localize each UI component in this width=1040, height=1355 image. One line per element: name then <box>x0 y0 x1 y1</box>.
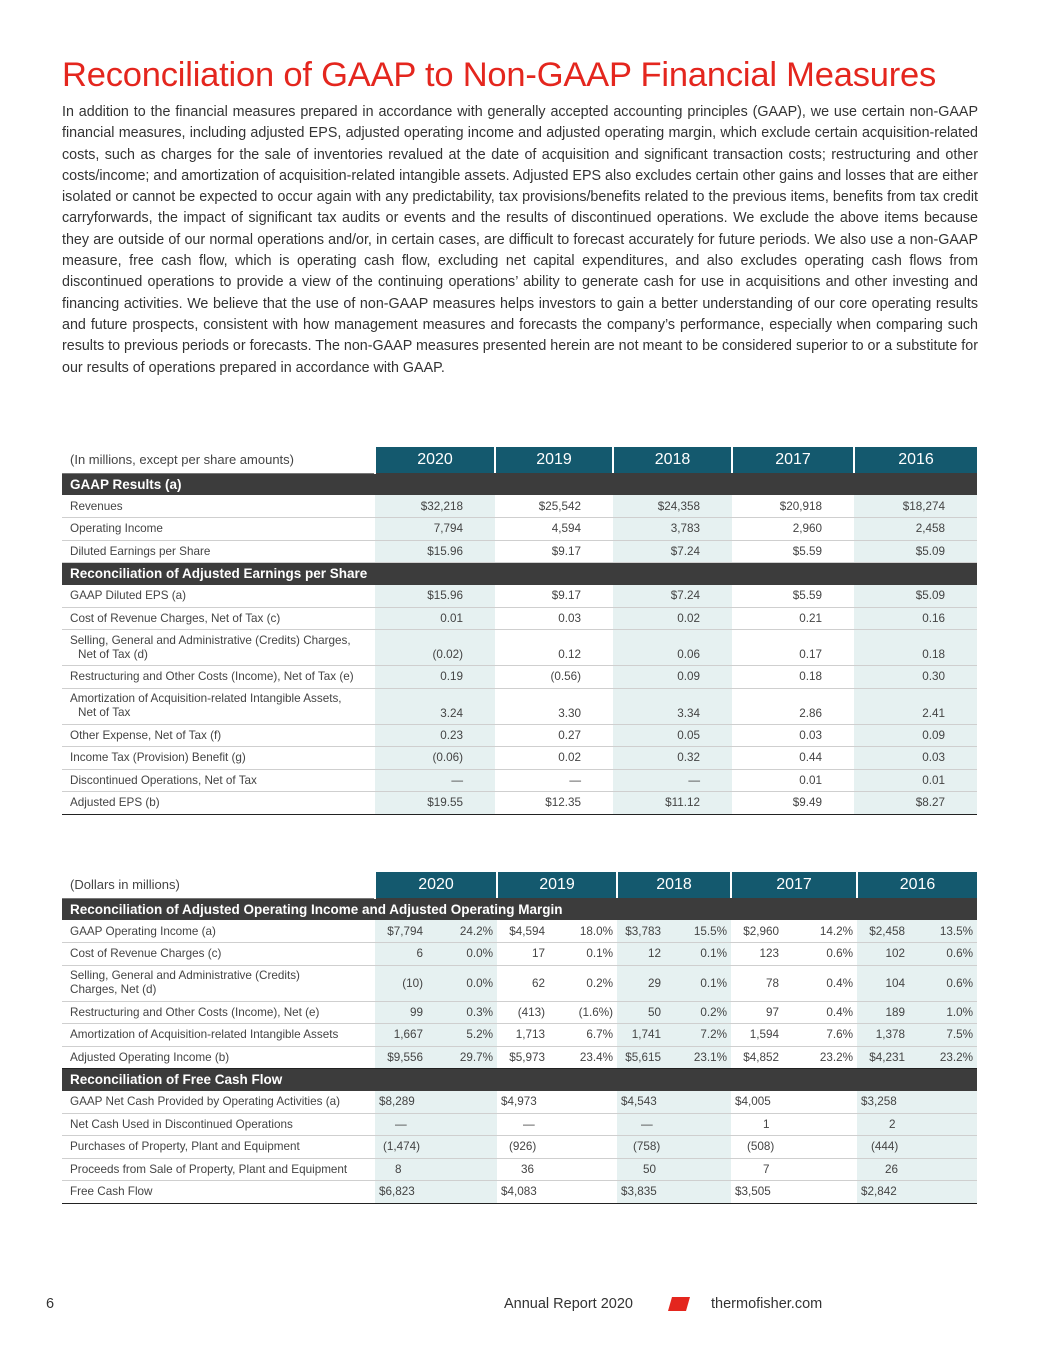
cell-value: 7,794 <box>375 518 495 541</box>
cell-value: 0.0% <box>427 965 497 1001</box>
table-row <box>62 943 977 966</box>
cell-value: $20,918 <box>732 495 854 518</box>
cell-value: $7.24 <box>613 585 732 608</box>
table-row <box>62 747 977 770</box>
cell-value: — <box>375 769 495 792</box>
cell-value: 0.1% <box>665 943 731 966</box>
cell-value: — <box>617 1113 731 1136</box>
table-row <box>62 540 977 563</box>
cell-value: 2,458 <box>854 518 977 541</box>
cell-value: $7,794 <box>375 920 427 943</box>
year-header: 2017 <box>731 872 857 898</box>
row-label: Operating Income <box>62 518 375 541</box>
row-label: GAAP Operating Income (a) <box>62 920 375 943</box>
row-label-line1: Selling, General and Administrative (Credits) Charges, <box>70 633 351 647</box>
cell-value: 0.32 <box>613 747 732 770</box>
row-label: Restructuring and Other Costs (Income), Net (e) <box>62 1001 375 1024</box>
cell-value: 62 <box>497 965 549 1001</box>
table-row <box>62 1091 977 1114</box>
row-label-line1: Selling, General and Administrative (Credits) <box>70 969 300 982</box>
cell-value: 7.2% <box>665 1024 731 1047</box>
row-label-line1: Amortization of Acquisition-related Intangible Assets, <box>70 692 342 705</box>
row-label: Diluted Earnings per Share <box>62 540 375 563</box>
cell-value: 23.1% <box>665 1046 731 1069</box>
cell-value: 0.12 <box>495 630 613 666</box>
year-header: 2020 <box>375 872 497 898</box>
cell-value: $25,542 <box>495 495 613 518</box>
cell-value: $3,783 <box>617 920 665 943</box>
table-row <box>62 965 977 1001</box>
row-label: Adjusted Operating Income (b) <box>62 1046 375 1069</box>
cell-value: $15.96 <box>375 585 495 608</box>
cell-value: (508) <box>731 1136 857 1159</box>
year-header: 2017 <box>732 447 854 473</box>
cell-value: 104 <box>857 965 909 1001</box>
cell-value: 0.02 <box>495 747 613 770</box>
cell-value: 0.18 <box>732 666 854 689</box>
operating-income-table <box>62 872 977 1204</box>
cell-value: 0.6% <box>783 943 857 966</box>
cell-value: 0.2% <box>665 1001 731 1024</box>
cell-value: 36 <box>497 1158 617 1181</box>
cell-value: 17 <box>497 943 549 966</box>
cell-value: 1,594 <box>731 1024 783 1047</box>
cell-value: 0.03 <box>854 747 977 770</box>
page-title: Reconciliation of GAAP to Non-GAAP Financial Measures <box>62 56 937 94</box>
cell-value: 0.4% <box>783 1001 857 1024</box>
cell-value: $4,231 <box>857 1046 909 1069</box>
row-label <box>62 630 375 666</box>
table-row <box>62 518 977 541</box>
cell-value: 97 <box>731 1001 783 1024</box>
section-header-eps: Reconciliation of Adjusted Earnings per Share <box>62 563 977 585</box>
cell-value: 0.19 <box>375 666 495 689</box>
row-label: Other Expense, Net of Tax (f) <box>62 724 375 747</box>
cell-value: 50 <box>617 1158 731 1181</box>
cell-value: (0.56) <box>495 666 613 689</box>
row-label <box>62 965 375 1001</box>
cell-value: 1.0% <box>909 1001 977 1024</box>
table-row-total <box>62 1181 977 1204</box>
cell-value: 4,594 <box>495 518 613 541</box>
row-label-line2: Net of Tax <box>78 706 131 719</box>
cell-value: 7.5% <box>909 1024 977 1047</box>
cell-value: 2.86 <box>732 688 854 724</box>
row-label-line2: Charges, Net (d) <box>70 983 157 996</box>
cell-value: 23.4% <box>549 1046 617 1069</box>
cell-value: $6,823 <box>375 1181 497 1204</box>
cell-value: 0.18 <box>854 630 977 666</box>
cell-value: 189 <box>857 1001 909 1024</box>
row-label: Income Tax (Provision) Benefit (g) <box>62 747 375 770</box>
cell-value: 1 <box>731 1113 857 1136</box>
cell-value: 0.6% <box>909 943 977 966</box>
cell-value: 123 <box>731 943 783 966</box>
year-header: 2019 <box>495 447 613 473</box>
cell-value: $4,852 <box>731 1046 783 1069</box>
table-row <box>62 1001 977 1024</box>
table-row <box>62 666 977 689</box>
section-header-gaap: GAAP Results (a) <box>62 473 977 495</box>
table-row <box>62 688 977 724</box>
row-label: Free Cash Flow <box>62 1181 375 1204</box>
cell-value: 0.09 <box>613 666 732 689</box>
cell-value: (1.6%) <box>549 1001 617 1024</box>
table-row-total <box>62 1046 977 1069</box>
row-label: Purchases of Property, Plant and Equipment <box>62 1136 375 1159</box>
eps-table <box>62 447 977 815</box>
cell-value: 12 <box>617 943 665 966</box>
cell-value: 2,960 <box>732 518 854 541</box>
row-label: GAAP Diluted EPS (a) <box>62 585 375 608</box>
cell-value: (926) <box>497 1136 617 1159</box>
cell-value: (0.06) <box>375 747 495 770</box>
page-number: 6 <box>46 1296 55 1312</box>
cell-value: (10) <box>375 965 427 1001</box>
table-row <box>62 585 977 608</box>
cell-value: $2,458 <box>857 920 909 943</box>
cell-value: 0.3% <box>427 1001 497 1024</box>
cell-value: (413) <box>497 1001 549 1024</box>
section-header-fcf: Reconciliation of Free Cash Flow <box>62 1069 977 1091</box>
cell-value: 2 <box>857 1113 977 1136</box>
year-header: 2018 <box>617 872 731 898</box>
cell-value: 8 <box>375 1158 497 1181</box>
cell-value: $9.17 <box>495 540 613 563</box>
cell-value: 0.03 <box>495 607 613 630</box>
cell-value: $4,083 <box>497 1181 617 1204</box>
cell-value: 3.24 <box>375 688 495 724</box>
row-label: Net Cash Used in Discontinued Operations <box>62 1113 375 1136</box>
table-row <box>62 1024 977 1047</box>
cell-value: 0.17 <box>732 630 854 666</box>
cell-value: $5,973 <box>497 1046 549 1069</box>
cell-value: $5.59 <box>732 540 854 563</box>
cell-value: 0.06 <box>613 630 732 666</box>
row-label-line2: Net of Tax (d) <box>78 647 148 661</box>
cell-value: $18,274 <box>854 495 977 518</box>
cell-value: 50 <box>617 1001 665 1024</box>
cell-value: 3.34 <box>613 688 732 724</box>
row-label: GAAP Net Cash Provided by Operating Activities (a) <box>62 1091 375 1114</box>
thermofisher-logo-mark-icon <box>668 1297 690 1311</box>
cell-value: 0.30 <box>854 666 977 689</box>
cell-value: $3,505 <box>731 1181 857 1204</box>
table-row <box>62 920 977 943</box>
website-link[interactable]: thermofisher.com <box>711 1296 823 1312</box>
table-caption: (Dollars in millions) <box>62 872 375 898</box>
row-label: Amortization of Acquisition-related Intangible Assets <box>62 1024 375 1047</box>
intro-paragraph: In addition to the financial measures prepared in accordance with generally accepted accounting principles (GAAP), we use certain non-GAAP financial measures, including adjusted EPS, adjusted operating income and adjusted operating margin, which exclude certain acquisition-related costs, such as charges for the sale of inventories revalued at the date of acquisition and significant transaction costs; restructuring and other costs/income; and amortization of acquisition-related intangible assets. Adjusted EPS also excludes certain other gains and losses that are either isolated or cannot be expected to occur again with any predictability, tax provisions/benefits related to the previous items, benefits from tax credit carryforwards, the impact of significant tax audits or events and the results of discontinued operations. We exclude the above items because they are outside of our normal operations and/or, in certain cases, are difficult to forecast accurately for future periods. We also use a non-GAAP measure, free cash flow, which is operating cash flow, excluding net capital expenditures, and also excludes operating cash flows from discontinued operations to provide a view of the continuing operations’ ability to generate cash for use in acquisitions and other investing and financing activities. We believe that the use of non-GAAP measures helps investors to gain a better understanding of our core operating results and future prospects, consistent with how management measures and forecasts the company’s performance, especially when comparing such results to previous periods or forecasts. The non-GAAP measures presented herein are not meant to be considered superior to or a substitute for our results of operations prepared in accordance with GAAP. <box>62 104 978 376</box>
cell-value: $9.17 <box>495 585 613 608</box>
table-row <box>62 724 977 747</box>
cell-value: 0.21 <box>732 607 854 630</box>
row-label: Discontinued Operations, Net of Tax <box>62 769 375 792</box>
cell-value: $11.12 <box>613 792 732 815</box>
cell-value: $9,556 <box>375 1046 427 1069</box>
cell-value: (0.02) <box>375 630 495 666</box>
table-row <box>62 769 977 792</box>
cell-value: 24.2% <box>427 920 497 943</box>
cell-value: (444) <box>857 1136 977 1159</box>
cell-value: 7.6% <box>783 1024 857 1047</box>
cell-value: 15.5% <box>665 920 731 943</box>
cell-value: $5.09 <box>854 540 977 563</box>
cell-value: 0.2% <box>549 965 617 1001</box>
cell-value: (1,474) <box>375 1136 497 1159</box>
cell-value: $9.49 <box>732 792 854 815</box>
cell-value: $2,842 <box>857 1181 977 1204</box>
year-header: 2016 <box>857 872 977 898</box>
cell-value: 18.0% <box>549 920 617 943</box>
cell-value: $3,835 <box>617 1181 731 1204</box>
cell-value: 0.1% <box>665 965 731 1001</box>
table-row-total <box>62 792 977 815</box>
row-label: Revenues <box>62 495 375 518</box>
cell-value: 23.2% <box>909 1046 977 1069</box>
cell-value: 7 <box>731 1158 857 1181</box>
year-header: 2020 <box>375 447 495 473</box>
cell-value: $19.55 <box>375 792 495 815</box>
cell-value: $8,289 <box>375 1091 497 1114</box>
year-header: 2019 <box>497 872 617 898</box>
cell-value: — <box>497 1113 617 1136</box>
cell-value: 14.2% <box>783 920 857 943</box>
row-label: Proceeds from Sale of Property, Plant and Equipment <box>62 1158 375 1181</box>
cell-value: 0.01 <box>375 607 495 630</box>
row-label: Restructuring and Other Costs (Income), Net of Tax (e) <box>62 666 375 689</box>
table-row <box>62 1158 977 1181</box>
row-label <box>62 688 375 724</box>
cell-value: 99 <box>375 1001 427 1024</box>
cell-value: 0.01 <box>854 769 977 792</box>
table-row <box>62 607 977 630</box>
cell-value: $7.24 <box>613 540 732 563</box>
cell-value: $3,258 <box>857 1091 977 1114</box>
cell-value: 1,713 <box>497 1024 549 1047</box>
table-row <box>62 1113 977 1136</box>
year-header: 2018 <box>613 447 732 473</box>
cell-value: (758) <box>617 1136 731 1159</box>
cell-value: 1,667 <box>375 1024 427 1047</box>
cell-value: 13.5% <box>909 920 977 943</box>
cell-value: 2.41 <box>854 688 977 724</box>
cell-value: 78 <box>731 965 783 1001</box>
cell-value: 6.7% <box>549 1024 617 1047</box>
report-title: Annual Report 2020 <box>504 1296 633 1312</box>
cell-value: $4,005 <box>731 1091 857 1114</box>
cell-value: — <box>375 1113 497 1136</box>
cell-value: $8.27 <box>854 792 977 815</box>
row-label: Cost of Revenue Charges, Net of Tax (c) <box>62 607 375 630</box>
cell-value: 0.09 <box>854 724 977 747</box>
table-row <box>62 495 977 518</box>
cell-value: $5,615 <box>617 1046 665 1069</box>
cell-value: 0.44 <box>732 747 854 770</box>
cell-value: 29 <box>617 965 665 1001</box>
cell-value: 0.27 <box>495 724 613 747</box>
cell-value: $4,543 <box>617 1091 731 1114</box>
cell-value: 0.16 <box>854 607 977 630</box>
table-row <box>62 1136 977 1159</box>
cell-value: 5.2% <box>427 1024 497 1047</box>
cell-value: 1,741 <box>617 1024 665 1047</box>
cell-value: 0.05 <box>613 724 732 747</box>
cell-value: $2,960 <box>731 920 783 943</box>
cell-value: 102 <box>857 943 909 966</box>
cell-value: $4,594 <box>497 920 549 943</box>
cell-value: $5.59 <box>732 585 854 608</box>
table-row <box>62 630 977 666</box>
cell-value: $24,358 <box>613 495 732 518</box>
section-header-operating: Reconciliation of Adjusted Operating Income and Adjusted Operating Margin <box>62 898 977 920</box>
table-caption: (In millions, except per share amounts) <box>62 447 375 473</box>
cell-value: — <box>613 769 732 792</box>
cell-value: 3.30 <box>495 688 613 724</box>
cell-value: 0.03 <box>732 724 854 747</box>
cell-value: 0.0% <box>427 943 497 966</box>
cell-value: 0.1% <box>549 943 617 966</box>
cell-value: 3,783 <box>613 518 732 541</box>
row-label: Adjusted EPS (b) <box>62 792 375 815</box>
cell-value: $15.96 <box>375 540 495 563</box>
cell-value: 0.6% <box>909 965 977 1001</box>
cell-value: 23.2% <box>783 1046 857 1069</box>
year-header: 2016 <box>854 447 977 473</box>
cell-value: 6 <box>375 943 427 966</box>
cell-value: 0.02 <box>613 607 732 630</box>
cell-value: 26 <box>857 1158 977 1181</box>
cell-value: 0.23 <box>375 724 495 747</box>
cell-value: 1,378 <box>857 1024 909 1047</box>
cell-value: $12.35 <box>495 792 613 815</box>
cell-value: 0.4% <box>783 965 857 1001</box>
row-label: Cost of Revenue Charges (c) <box>62 943 375 966</box>
cell-value: 29.7% <box>427 1046 497 1069</box>
cell-value: $5.09 <box>854 585 977 608</box>
cell-value: — <box>495 769 613 792</box>
cell-value: 0.01 <box>732 769 854 792</box>
cell-value: $32,218 <box>375 495 495 518</box>
cell-value: $4,973 <box>497 1091 617 1114</box>
